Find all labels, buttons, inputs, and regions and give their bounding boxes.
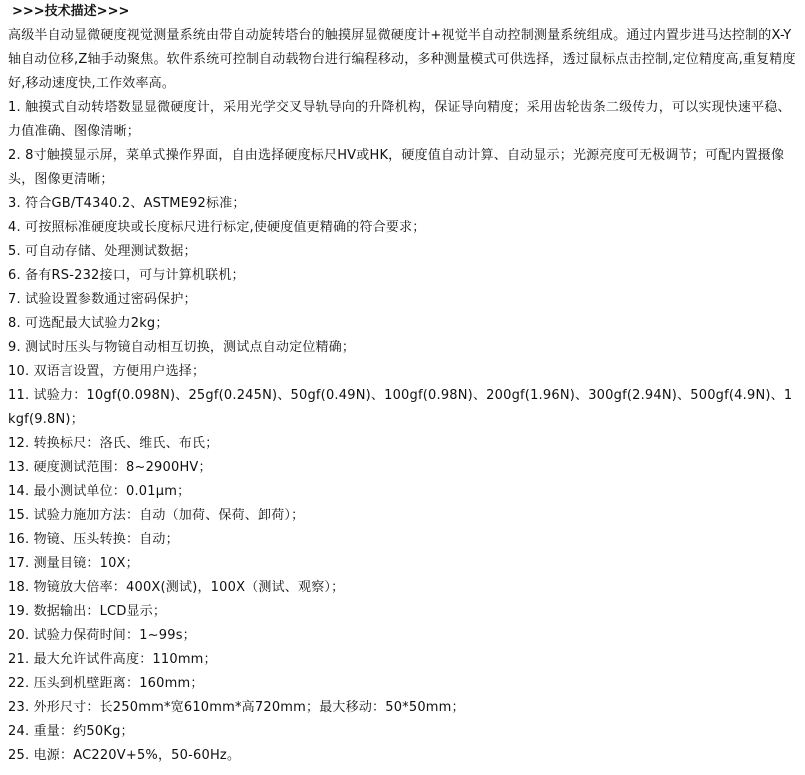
spec-item: 15. 试验力施加方法：自动（加荷、保荷、卸荷）； — [8, 508, 305, 523]
spec-item: 1. 触摸式自动转塔数显显微硬度计，采用光学交叉导轨导向的升降机构，保证导向精度；采用齿轮齿条二级传力，可以实现快速平稳、力值准确、图像清晰； — [8, 100, 791, 139]
intro-paragraph: 高级半自动显微硬度视觉测量系统由带自动旋转塔台的触摸屏显微硬度计+视觉半自动控制测量系统组成。通过内置步进马达控制的X-Y轴自动位移,Z轴手动聚焦。软件系统可控制自动载物台进行编程移动，多种测量模式可供选择，透过鼠标点击控制,定位精度高,重复精度好,移动速度快,工作效率高。 — [8, 28, 796, 91]
spec-item: 14. 最小测试单位：0.01μm； — [8, 484, 191, 499]
spec-item: 13. 硬度测试范围：8~2900HV； — [8, 460, 212, 475]
spec-item: 23. 外形尺寸：长250mm*宽610mm*高720mm；最大移动：50*50mm； — [8, 700, 465, 715]
spec-item: 25. 电源：AC220V+5%，50-60Hz。 — [8, 748, 241, 763]
spec-item: 11. 试验力：10gf(0.098N)、25gf(0.245N)、50gf(0.49N)、100gf(0.98N)、200gf(1.96N)、300gf(2.94N)、500gf(4.9N)、1kgf(9.8N)； — [8, 388, 793, 427]
spec-item: 8. 可选配最大试验力2kg； — [8, 316, 169, 331]
spec-item: 4. 可按照标准硬度块或长度标尺进行标定,使硬度值更精确的符合要求； — [8, 220, 426, 235]
spec-item: 18. 物镜放大倍率：400X(测试)，100X（测试、观察）； — [8, 580, 345, 595]
spec-item: 6. 备有RS-232接口，可与计算机联机； — [8, 268, 245, 283]
spec-item: 16. 物镜、压头转换：自动； — [8, 532, 179, 547]
spec-item: 2. 8寸触摸显示屏，菜单式操作界面，自由选择硬度标尺HV或HK，硬度值自动计算、自动显示；光源亮度可无极调节；可配内置摄像头，图像更清晰； — [8, 148, 785, 187]
spec-item: 21. 最大允许试件高度：110mm； — [8, 652, 217, 667]
spec-item: 17. 测量目镜：10X； — [8, 556, 139, 571]
spec-item: 10. 双语言设置，方便用户选择； — [8, 364, 206, 379]
spec-item: 7. 试验设置参数通过密码保护； — [8, 292, 197, 307]
spec-item: 24. 重量：约50Kg； — [8, 724, 134, 739]
spec-item: 22. 压头到机壁距离：160mm； — [8, 676, 204, 691]
spec-list — [8, 96, 799, 768]
spec-item: 19. 数据输出：LCD显示； — [8, 604, 167, 619]
spec-item: 20. 试验力保荷时间：1~99s； — [8, 628, 196, 643]
spec-item: 5. 可自动存储、处理测试数据； — [8, 244, 197, 259]
section-heading: >>>技术描述>>> — [12, 4, 130, 19]
spec-item: 12. 转换标尺：洛氏、维氏、布氏； — [8, 436, 219, 451]
spec-item: 9. 测试时压头与物镜自动相互切换，测试点自动定位精确； — [8, 340, 356, 355]
spec-item: 3. 符合GB/T4340.2、ASTME92标准； — [8, 196, 246, 211]
